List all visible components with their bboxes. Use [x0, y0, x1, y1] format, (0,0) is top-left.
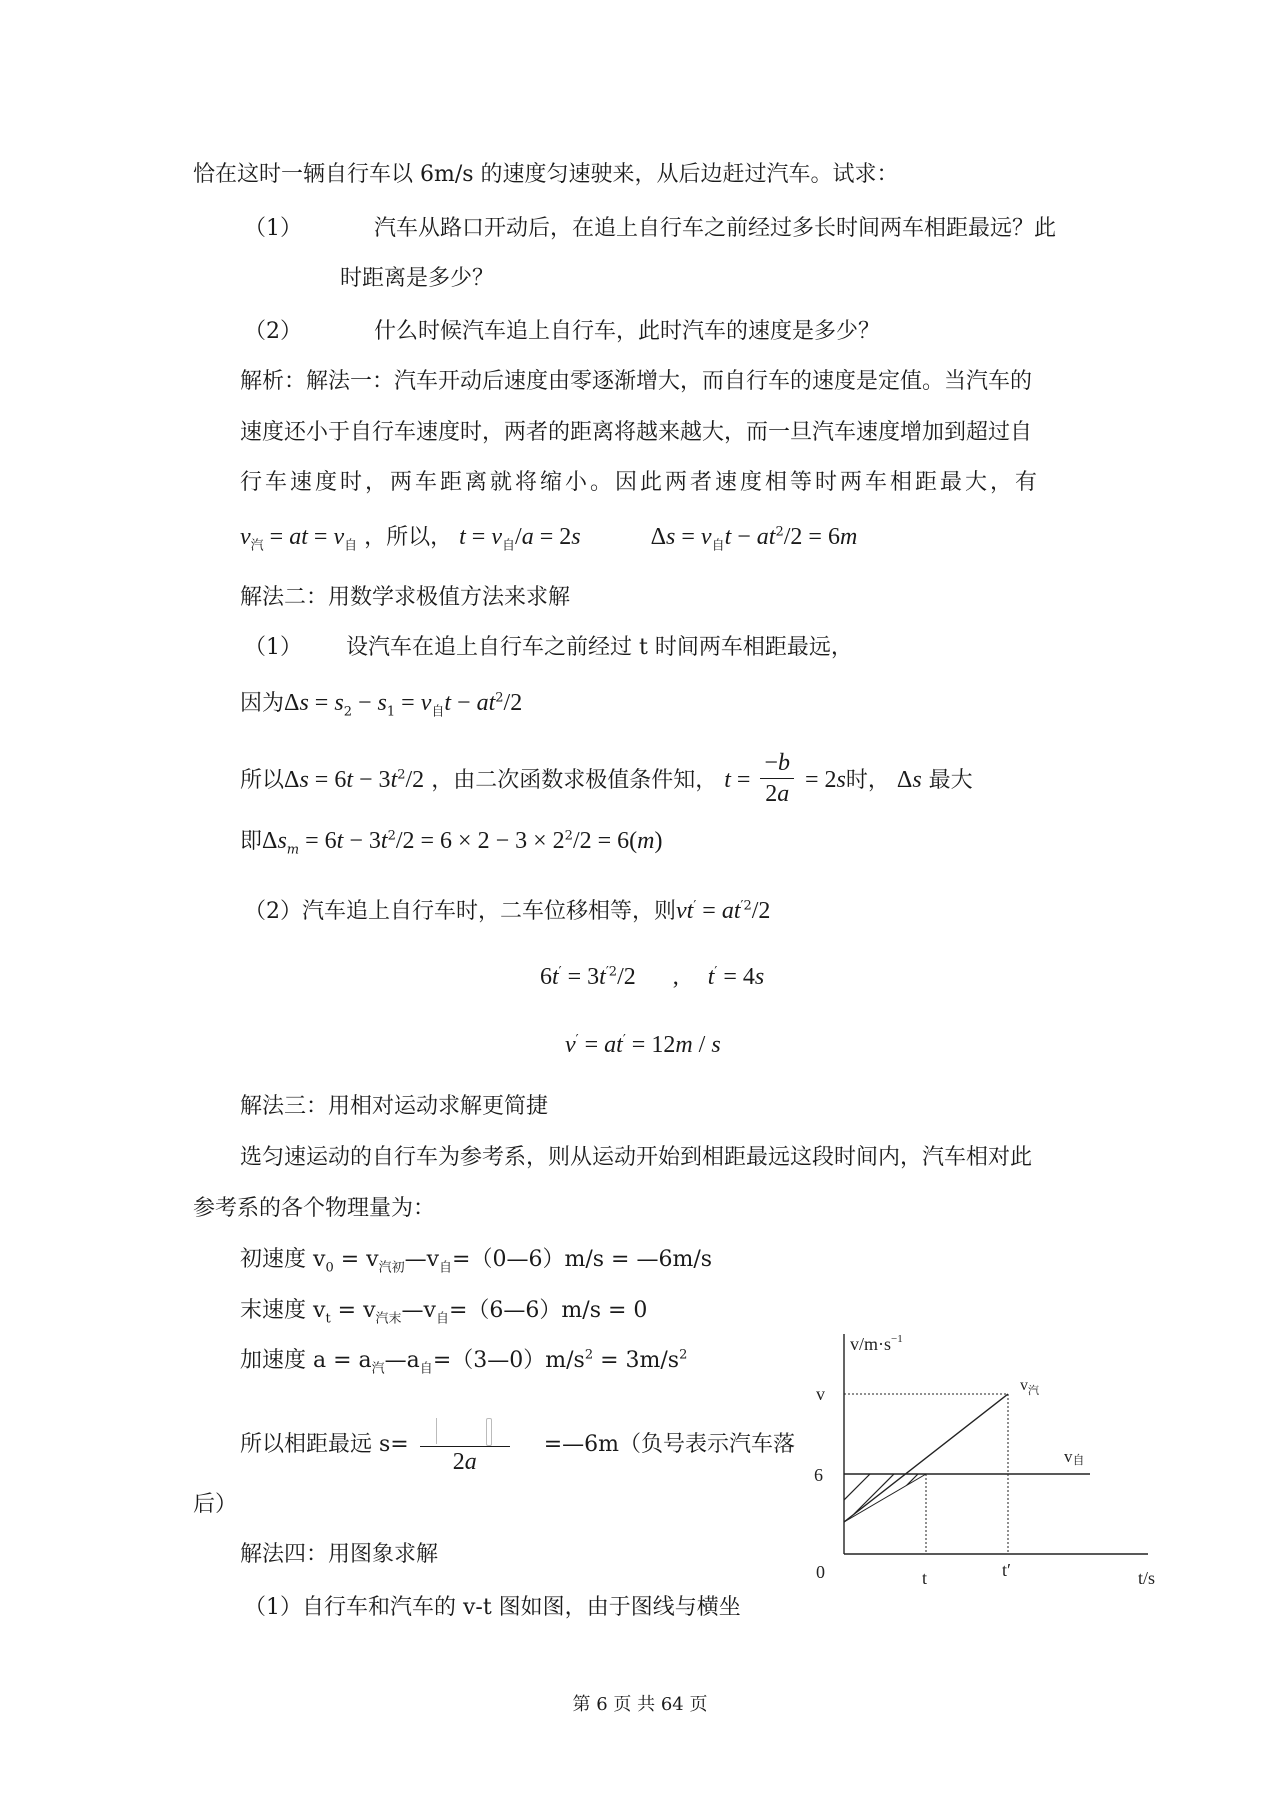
- question-1-number: （1）: [244, 216, 302, 241]
- method-3-line-b: 参考系的各个物理量为：: [193, 1196, 436, 1221]
- method-4-title: 解法四：用图象求解: [240, 1542, 439, 1567]
- formula-connector: ，所以，: [364, 525, 453, 550]
- analysis-line-1: 解析：解法一：汽车开动后速度由零逐渐增大，而自行车的速度是定值。当汽车的: [240, 369, 1033, 394]
- question-2-number: （2）: [244, 319, 302, 344]
- method-2-step-1: [244, 633, 853, 663]
- tick-t: t: [922, 1568, 928, 1588]
- distance-line-tail: 后）: [193, 1492, 238, 1517]
- origin-label: 0: [816, 1562, 825, 1582]
- method-2-title: 解法二：用数学求极值方法来求解: [240, 585, 571, 610]
- hatched-area: [844, 1474, 926, 1522]
- method-3-line-a: 选匀速运动的自行车为参考系，则从运动开始到相距最远这段时间内，汽车相对此: [240, 1145, 1033, 1170]
- page-footer: 第 6 页 共 64 页: [572, 1694, 708, 1715]
- tick-v: v: [816, 1384, 825, 1404]
- question-2-text: 什么时候汽车追上自行车，此时汽车的速度是多少？: [374, 319, 881, 344]
- question-2: [244, 317, 880, 347]
- analysis-line-3: 行车速度时，两车距离就将缩小。因此两者速度相等时两车相距最大，有: [240, 470, 1041, 495]
- formula-velocity: v′ = at′ = 12m / s: [565, 1032, 721, 1058]
- question-1-continued: 时距离是多少？: [340, 266, 495, 291]
- tick-tprime: t′: [1002, 1560, 1011, 1580]
- velocity-time-graph: [814, 1330, 1170, 1600]
- method-3-title: 解法三：用相对运动求解更简捷: [240, 1094, 549, 1119]
- question-1: [244, 214, 1056, 244]
- distance-line: 所以相距最远 s= 2a =—6m（负号表示汽车落: [240, 1416, 795, 1477]
- question-1-text: 汽车从路口开动后，在追上自行车之前经过多长时间两车相距最远？此: [374, 216, 1057, 241]
- acceleration-line: 加速度 $a = a_汽—a_自=(3—0)m/s^2 = 3m/s^2$: [240, 1347, 688, 1377]
- formula-catch-up: $6t' = 3t^{'2}/2$ , t′ = 4s: [540, 964, 765, 990]
- method-4-line-1: （1）自行车和汽车的 v-t 图如图，由于图线与横坐: [244, 1595, 741, 1620]
- method-2-step-1-number: （1）: [244, 635, 302, 660]
- analysis-line-2: 速度还小于自行车速度时，两者的距离将越来越大，而一旦汽车速度增加到超过自: [240, 420, 1033, 445]
- formula-so: 所以$\Delta s = 6t - 3t^2/2$ ，由二次函数求极值条件知， t = $\frac{-b}{2a}$ = 2s时， Δs 最大: [240, 750, 973, 807]
- final-velocity-line: 末速度 $v_t$ = $v_{汽末}—v_自=(6—6)m/s = 0$: [240, 1298, 648, 1327]
- formula-ie: 即$\Delta s_m = 6t - 3t^2/2 = 6 \times 2 - 3 \times 2^2/2 = 6(m)$: [240, 828, 663, 858]
- method-2-step-1-text: 设汽车在追上自行车之前经过 t 时间两车相距最远，: [346, 635, 853, 660]
- x-axis-label: t/s: [1138, 1568, 1156, 1588]
- y-axis-label: $v/m\cdot s^{-1}$: [850, 1333, 903, 1354]
- formula-method-1: $v_汽$ = at = $v_自$ ，所以， $t = v_自/a = 2s$ $\Delta s = v_自t - at^2/2 = 6m$: [240, 524, 858, 554]
- method-2-step-2: （2）汽车追上自行车时，二车位移相等，则$vt' = at^{'2}/2$: [244, 898, 771, 924]
- initial-velocity-line: 初速度 $v_0$ = $v_{汽初}—v_自=(0—6)m/s$ = —6m/s: [240, 1247, 713, 1276]
- formula-because: 因为$\Delta s = s_2 - s_1 = v_自t - at^2/2$: [240, 690, 523, 720]
- tick-6: 6: [814, 1465, 823, 1485]
- car-line-label: $v_汽$: [1020, 1377, 1039, 1397]
- bike-line-label: v自: [1064, 1447, 1085, 1467]
- intro-line: 恰在这时一辆自行车以 6m/s 的速度匀速驶来，从后边赶过汽车。试求：: [193, 162, 899, 187]
